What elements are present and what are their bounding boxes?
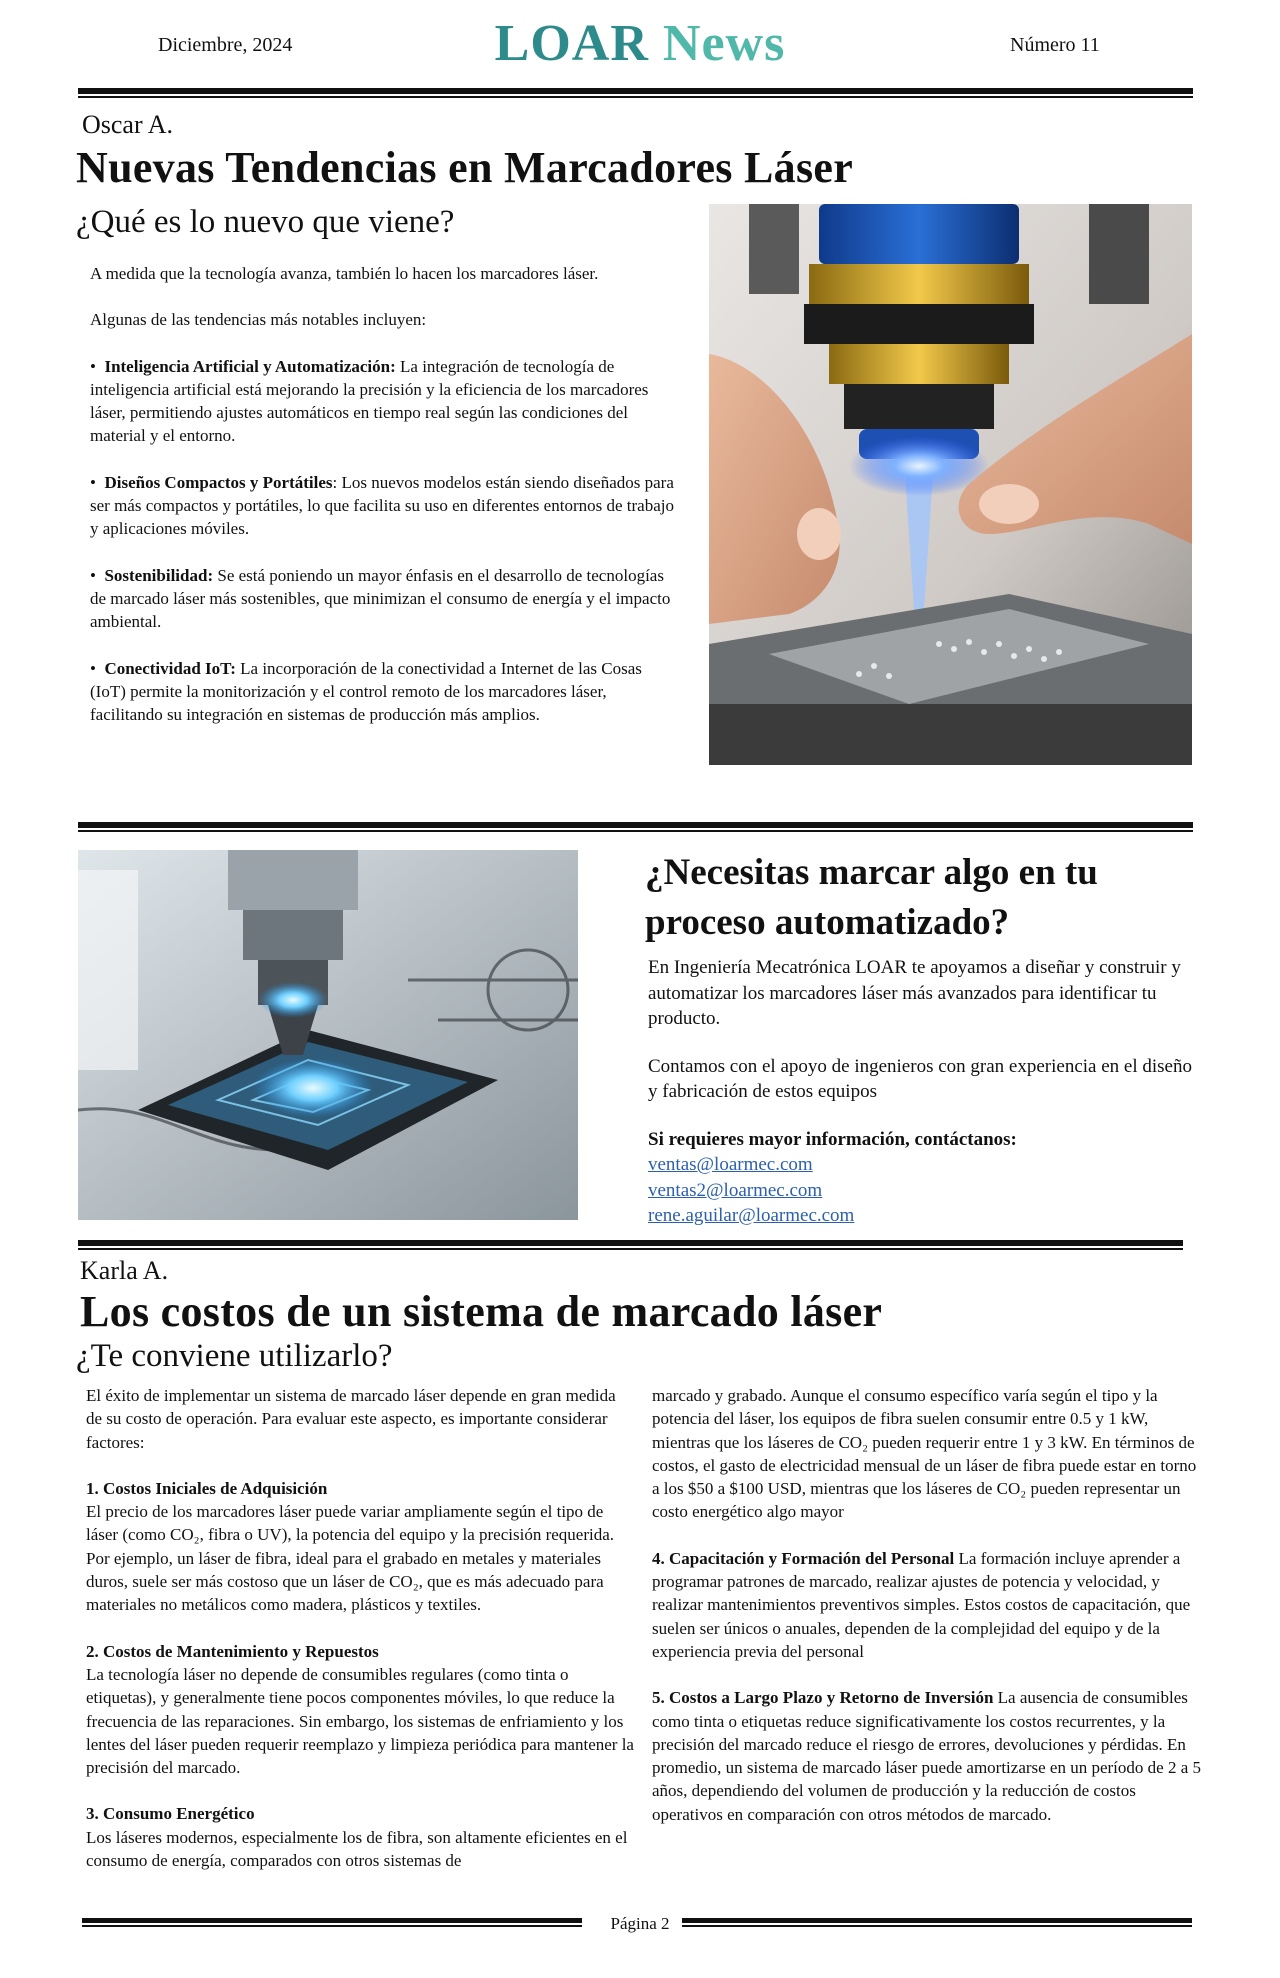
article1-headline: Nuevas Tendencias en Marcadores Láser	[76, 143, 854, 192]
masthead-part2: News	[662, 15, 786, 72]
article2-headline: Los costos de un sistema de marcado láser	[80, 1287, 883, 1336]
bullet-text: : Los nuevos modelos están siendo diseñados para ser más compactos y portátiles, lo que facilita su uso en diferentes entornos de trabajo y aplicaciones móviles.	[90, 472, 674, 539]
laser-chip-photo	[78, 850, 578, 1220]
article1-body	[90, 262, 680, 749]
bullet-compact	[90, 471, 680, 541]
ad-body	[648, 955, 1193, 1229]
bullet-sustainability	[90, 564, 680, 634]
section-maintenance	[86, 1640, 634, 1780]
article1-intro1: A medida que la tecnología avanza, también lo hacen los marcadores láser.	[90, 264, 599, 283]
ad-paragraph-2: Contamos con el apoyo de ingenieros con gran experiencia en el diseño y fabricación de estos equipos	[648, 1055, 1192, 1102]
issue-date: Diciembre, 2024	[158, 34, 293, 56]
section-title: 2. Costos de Mantenimiento y Repuestos	[86, 1641, 379, 1661]
section-title: 3. Consumo Energético	[86, 1804, 255, 1824]
article1-author: Oscar A.	[82, 110, 173, 139]
section-energy-continued: marcado y grabado. Aunque el consumo específico varía según el tipo y la potencia del láser, los equipos de fibra suelen consumir entre 0.5 y 1 kW, mientras que los láseres de CO₂ pueden requerir entre 1 y 3 kW. En términos de costos, el gasto de electricidad mensual de un láser de fibra puede estar en torno a los $50 a $100 USD, mientras que los láseres de CO₂ pueden representar un costo energético algo mayor	[652, 1386, 1197, 1522]
section-title: 5. Costos a Largo Plazo y Retorno de Inversión	[652, 1688, 994, 1708]
article2-intro: El éxito de implementar un sistema de marcado láser depende en gran medida de su costo de operación. Para evaluar este aspecto, es importante considerar factores:	[86, 1386, 616, 1452]
ad-paragraph-1: En Ingeniería Mecatrónica LOAR te apoyamos a diseñar y construir y automatizar los marcadores láser más avanzados para identificar tu producto.	[648, 957, 1181, 1029]
ad-contact-label: Si requieres mayor información, contáctanos:	[648, 1128, 1017, 1150]
issue-number: Número 11	[1010, 34, 1100, 56]
section-acquisition	[86, 1477, 634, 1617]
bullet-title: Sostenibilidad:	[104, 565, 214, 585]
header-divider	[78, 88, 1193, 98]
footer-rule-right-thin	[682, 1925, 1192, 1927]
footer-rule-right	[682, 1918, 1192, 1923]
bullet-title: Inteligencia Artificial y Automatización:	[104, 356, 396, 376]
section-text: El precio de los marcadores láser puede variar ampliamente según el tipo de láser (como CO₂, fibra o UV), la potencia del equipo y la precisión requerida. Por ejemplo, un láser de fibra, ideal para el grabado en metales y materiales duros, suele ser más costoso que un láser de CO₂, que es más adecuado para materiales no metálicos como madera, plásticos y textiles.	[86, 1502, 615, 1615]
article2-column-right	[652, 1384, 1208, 1849]
article1-subhead: ¿Qué es lo nuevo que viene?	[76, 204, 455, 240]
email-link-ventas2[interactable]: ventas2@loarmec.com	[648, 1179, 823, 1201]
bullet-iot	[90, 657, 680, 727]
bullet-text: Se está poniendo un mayor énfasis en el desarrollo de tecnologías de marcado láser más sostenibles, que minimizan el consumo de energía y el impacto ambiental.	[90, 565, 671, 632]
footer-rule-left-thin	[82, 1925, 582, 1927]
section-text: La formación incluye aprender a programar patrones de marcado, realizar ajustes de potencia y velocidad, y realizar mantenimientos preventivos simples. Estos costos de capacitación, que suelen ser únicos o anuales, dependen de la complejidad del equipo y de la experiencia previa del personal	[652, 1548, 1191, 1661]
bullet-marker: •	[90, 472, 96, 492]
section-roi	[652, 1686, 1208, 1826]
email-link-ventas[interactable]: ventas@loarmec.com	[648, 1154, 813, 1175]
bullet-text: La incorporación de la conectividad a Internet de las Cosas (IoT) permite la monitorización y el control remoto de los marcadores láser, facilitando su integración en sistemas de producción más amplios.	[90, 658, 642, 725]
section-text: La tecnología láser no depende de consumibles regulares (como tinta o etiquetas), y generalmente tiene pocos componentes móviles, lo que reduce la frecuencia de las reparaciones. Sin embargo, los sistemas de enfriamiento y los lentes del láser pueden requerir reemplazo y limpieza periódica para mantener la precisión del marcado.	[86, 1664, 634, 1778]
bullet-marker: •	[90, 565, 96, 585]
article1-intro2: Algunas de las tendencias más notables incluyen:	[90, 310, 427, 330]
section-text: La ausencia de consumibles como tinta o etiquetas reduce significativamente los costos recurrentes, y la precisión del marcado reduce el riesgo de errores, devoluciones y pérdidas. En promedio, un sistema de marcado láser puede amortizarse en un período de 2 a 5 años, dependiendo del volumen de producción y la reducción de costos operativos en comparación con otros métodos de marcado.	[652, 1688, 1201, 1824]
section-text: Los láseres modernos, especialmente los de fibra, son altamente eficientes en el consumo de energía, comparados con otros sistemas de	[86, 1827, 628, 1871]
bullet-text: La integración de tecnología de inteligencia artificial está mejorando la precisión y la eficiencia de los marcadores láser, permitiendo ajustes automáticos en tiempo real según las condiciones del material y el entorno.	[90, 356, 649, 446]
email-link-rene[interactable]: rene.aguilar@loarmec.com	[648, 1205, 855, 1226]
section-training	[652, 1547, 1208, 1663]
bullet-title: Conectividad IoT:	[104, 658, 236, 678]
laser-marker-photo	[709, 204, 1192, 765]
bullet-marker: •	[90, 356, 96, 376]
page-number: Página 2	[610, 1914, 670, 1933]
masthead-part1: LOAR	[494, 15, 649, 72]
section-divider-2	[78, 1240, 1183, 1250]
article2-column-left	[86, 1384, 634, 1895]
article2-author: Karla A.	[80, 1256, 169, 1285]
bullet-marker: •	[90, 658, 96, 678]
section-title: 4. Capacitación y Formación del Personal	[652, 1548, 955, 1568]
ad-title: ¿Necesitas marcar algo en tu proceso automatizado?	[645, 852, 1098, 943]
section-divider-1	[78, 822, 1193, 832]
footer-rule-left	[82, 1918, 582, 1923]
article2-subhead: ¿Te conviene utilizarlo?	[76, 1338, 393, 1374]
bullet-ai	[90, 355, 680, 448]
section-title: 1. Costos Iniciales de Adquisición	[86, 1478, 328, 1498]
bullet-title: Diseños Compactos y Portátiles	[104, 472, 333, 492]
section-energy	[86, 1802, 634, 1872]
